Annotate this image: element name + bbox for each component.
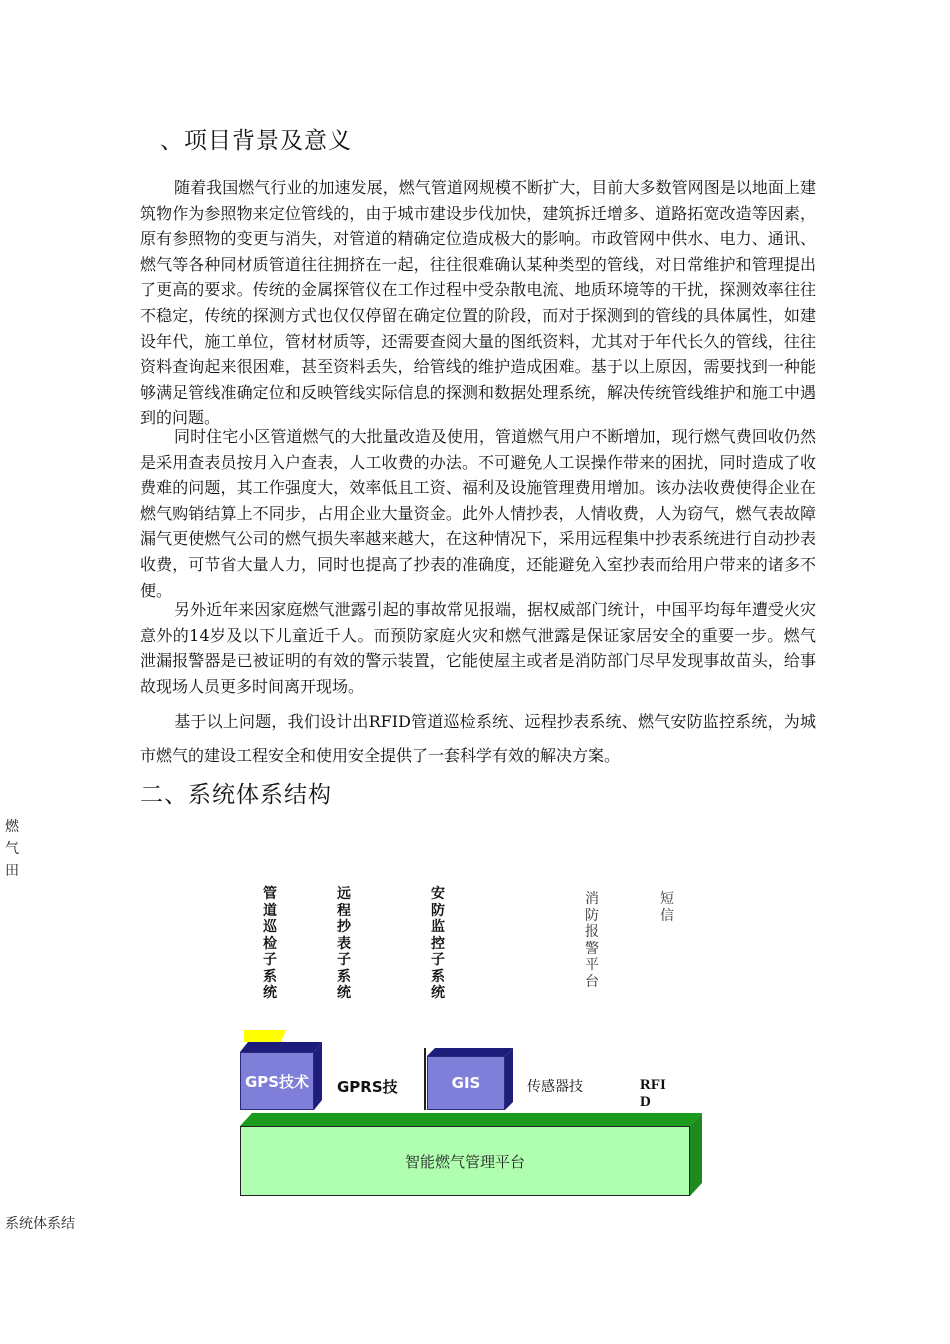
subsystem-label-remote-meter-reading: 远程抄表子系统 — [337, 886, 351, 1001]
margin-note: 燃气田 — [5, 819, 19, 879]
paragraph-4: 基于以上问题，我们设计出RFID管道巡检系统、远程抄表系统、燃气安防监控系统，为城市燃气的建设工程安全和使用安全提供了一套科学有效的解决方案。 — [140, 712, 816, 765]
subsystem-label-pipeline-inspection: 管道巡检子系统 — [263, 886, 277, 1001]
gis-box — [427, 1048, 513, 1110]
paragraph-1: 随着我国燃气行业的加速发展，燃气管道网规模不断扩大，目前大多数管网图是以地面上建筑物作为参照物来定位管线的，由于城市建设步伐加快，建筑拆迁增多、道路拓宽改造等因素，原有参照物的变更与消失，对管道的精确定位造成极大的影响。市政管网中供水、电力、通讯、燃气等各种同材质管道往往拥挤在一起，往往很难确认某种类型的管线，对日常维护和管理提出了更高的要求。传统的金属探管仪在工作过程中受杂散电流、地质环境等的干扰，探测效率往往不稳定，传统的探测方式也仅仅停留在确定位置的阶段，而对于探测到的管线的具体属性，如建设年代，施工单位，管材材质等，还需要查阅大量的图纸资料，尤其对于年代长久的管线，往往资料查询起来很困难，甚至资料丢失，给管线的维护造成困难。基于以上原因，需要找到一种能够满足管线准确定位和反映管线实际信息的探测和数据处理系统，解决传统管线维护和施工中遇到的问题。 — [140, 178, 816, 428]
gis-label: GIS — [427, 1056, 505, 1110]
gps-label: GPS技术 — [240, 1052, 314, 1110]
gis-divider-line — [424, 1048, 426, 1110]
subsystem-label-fire-alarm-platform: 消防报警平台 — [585, 891, 599, 990]
gps-technology-box — [240, 1042, 322, 1110]
section-heading-architecture: 二、系统体系结构 — [140, 782, 332, 808]
paragraph-3: 另外近年来因家庭燃气泄露引起的事故常见报端，据权威部门统计，中国平均每年遭受火灾意外的14岁及以下儿童近千人。而预防家庭火灾和燃气泄露是保证家居安全的重要一步。燃气泄漏报警器是已被证明的有效的警示装置，它能使屋主或者是消防部门尽早发现事故苗头，给事故现场人员更多时间离开现场。 — [140, 600, 816, 696]
yellow-cap-shape — [244, 1030, 286, 1042]
figure-caption: 系统体系结 — [5, 1216, 75, 1232]
gprs-label: GPRS技 — [337, 1078, 398, 1096]
rfid-label: RFID — [640, 1077, 666, 1110]
smart-gas-management-platform — [240, 1113, 702, 1196]
subsystem-label-security-monitoring: 安防监控子系统 — [431, 886, 445, 1001]
section-heading-background: 、项目背景及意义 — [160, 128, 352, 154]
platform-label: 智能燃气管理平台 — [240, 1126, 690, 1196]
paragraph-2: 同时住宅小区管道燃气的大批量改造及使用，管道燃气用户不断增加，现行燃气费回收仍然是采用查表员按月入户查表，人工收费的办法。不可避免人工误操作带来的困扰，同时造成了收费难的问题，其工作强度大，效率低且工资、福利及设施管理费用增加。该办法收费使得企业在燃气购销结算上不同步，占用企业大量资金。此外人情抄表，人情收费，人为窃气，燃气表故障漏气更使燃气公司的燃气损失率越来越大，在这种情况下，采用远程集中抄表系统进行自动抄表收费，可节省大量人力，同时也提高了抄表的准确度，还能避免入室抄表而给用户带来的诸多不便。 — [140, 427, 816, 600]
subsystem-label-sms: 短信 — [660, 891, 674, 924]
sensor-technology-label: 传感器技 — [527, 1079, 583, 1095]
